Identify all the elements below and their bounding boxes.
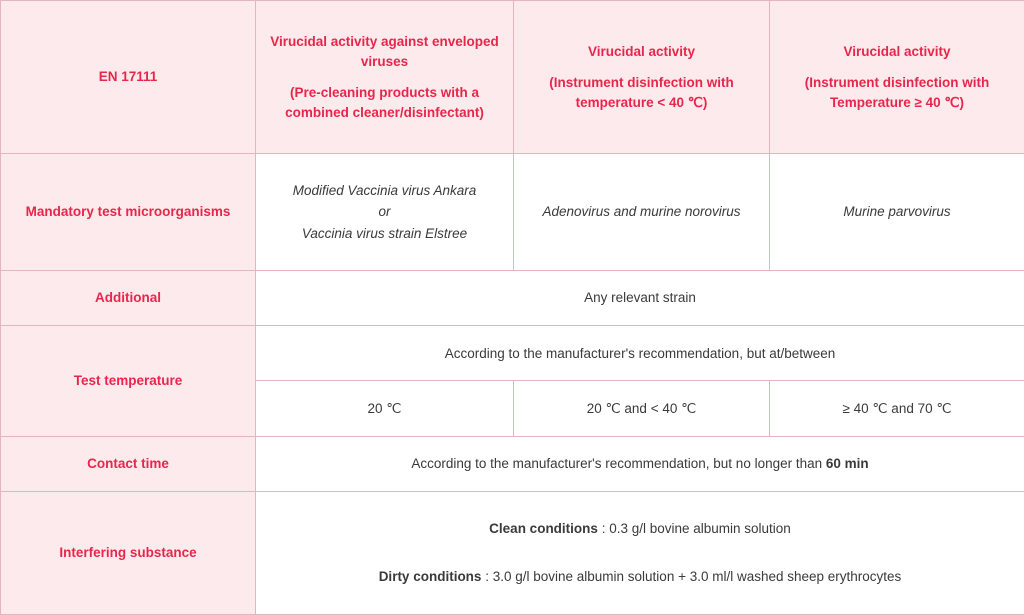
row-label-interfering-substance-text: Interfering substance — [59, 545, 197, 561]
mandatory-organism-or: or — [378, 204, 391, 220]
contact-time-duration: 60 min — [825, 455, 869, 471]
test-temperature-note: According to the manufacturer's recommendation, but at/between — [256, 326, 1024, 381]
clean-conditions-value: : 0.3 g/l bovine albumin solution — [597, 521, 791, 537]
mandatory-col3-value: Murine parvovirus — [770, 154, 1024, 271]
header-column-2 — [514, 1, 770, 154]
dirty-conditions-label: Dirty conditions — [378, 568, 482, 584]
test-temperature-col1: 20 ℃ — [256, 381, 514, 436]
row-label-contact-time-text: Contact time — [87, 455, 169, 471]
clean-conditions-line — [268, 518, 1012, 540]
row-label-additional — [1, 271, 256, 326]
header-col2-title: Virucidal activity — [587, 43, 696, 59]
header-column-3 — [770, 1, 1024, 154]
row-label-test-temperature-text: Test temperature — [73, 373, 183, 389]
clean-conditions-label: Clean conditions — [489, 521, 598, 537]
interfering-substance-value — [256, 491, 1024, 614]
row-label-additional-text: Additional — [95, 290, 161, 306]
header-col3-subtitle: (Instrument disinfection with Temperature ≥ 40 ℃) — [804, 75, 990, 110]
contact-time-text: According to the manufacturer's recommendation, but no longer than — [411, 455, 826, 471]
row-interfering-substance — [1, 491, 1024, 614]
dirty-conditions-line — [268, 566, 1012, 588]
row-contact-time — [1, 436, 1024, 491]
row-label-contact-time — [1, 436, 256, 491]
row-label-test-temperature — [1, 326, 256, 436]
row-test-temperature-note — [1, 326, 1024, 381]
row-label-mandatory — [1, 154, 256, 271]
header-column-1 — [256, 1, 514, 154]
mandatory-organism-2: Vaccinia virus strain Elstree — [301, 226, 468, 242]
header-col1-subtitle: (Pre-cleaning products with a combined cleaner/disinfectant) — [285, 85, 484, 120]
row-label-interfering-substance — [1, 491, 256, 614]
additional-value: Any relevant strain — [256, 271, 1024, 326]
row-additional — [1, 271, 1024, 326]
contact-time-value — [256, 436, 1024, 491]
header-col2-subtitle: (Instrument disinfection with temperature < 40 ℃) — [549, 75, 734, 110]
mandatory-col1-value — [256, 154, 514, 271]
standard-label: EN 17111 — [98, 69, 158, 85]
row-mandatory-test-microorganisms — [1, 154, 1024, 271]
header-standard-cell — [1, 1, 256, 154]
test-temperature-col3: ≥ 40 ℃ and 70 ℃ — [770, 381, 1024, 436]
test-temperature-col2: 20 ℃ and < 40 ℃ — [514, 381, 770, 436]
row-label-mandatory-text: Mandatory test microorganisms — [25, 204, 231, 220]
header-col1-title: Virucidal activity against enveloped viruses — [270, 34, 499, 69]
mandatory-col2-value: Adenovirus and murine norovirus — [514, 154, 770, 271]
mandatory-organism-1: Modified Vaccinia virus Ankara — [292, 182, 477, 198]
dirty-conditions-value: : 3.0 g/l bovine albumin solution + 3.0 ml/l washed sheep erythrocytes — [481, 568, 902, 584]
header-col3-title: Virucidal activity — [843, 43, 951, 59]
table-header-row — [1, 1, 1024, 154]
